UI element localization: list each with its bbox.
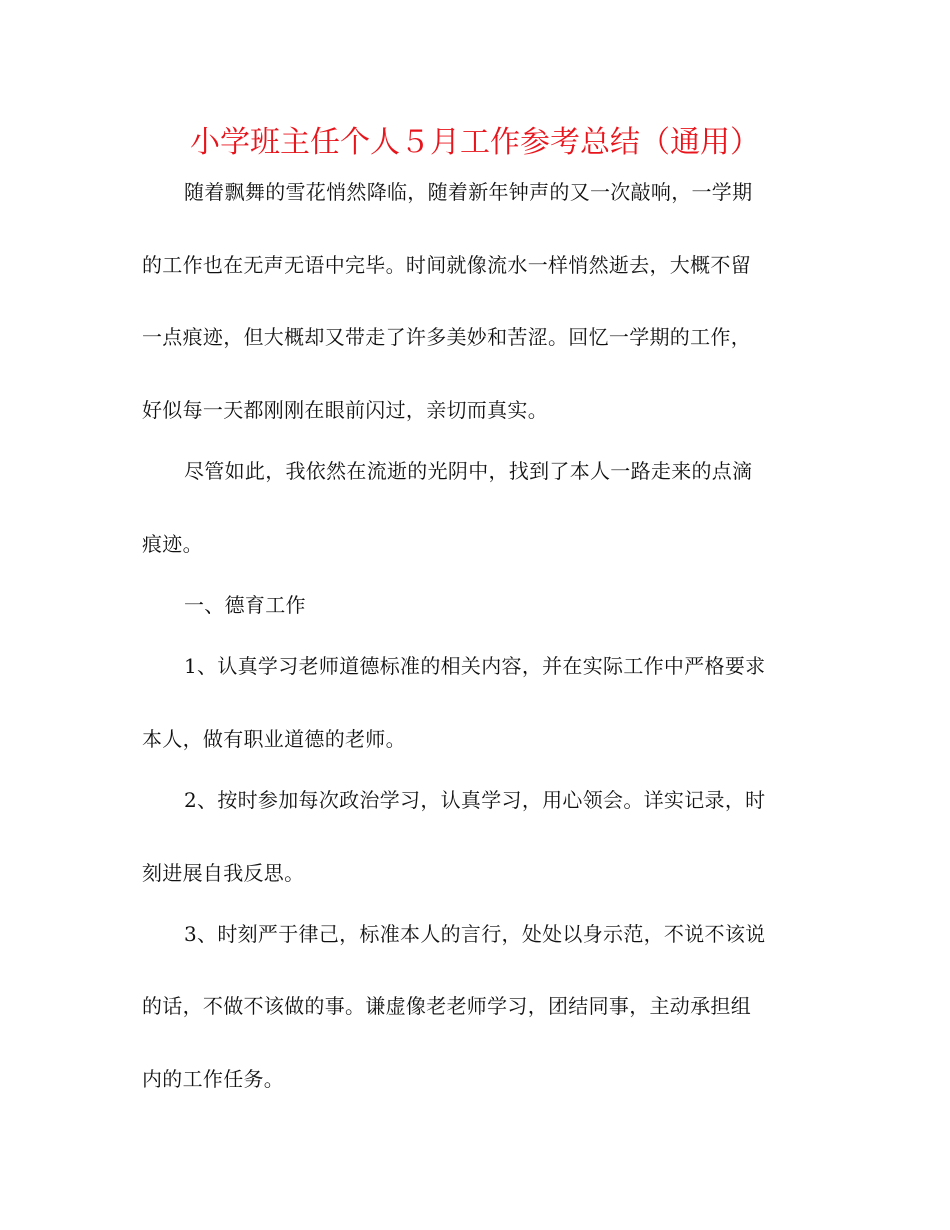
list-item-line: 内的工作任务。 [142, 1067, 285, 1091]
list-item-line: 刻进展自我反思。 [142, 861, 305, 885]
paragraph-line: 随着飘舞的雪花悄然降临，随着新年钟声的又一次敲响，一学期 [184, 180, 753, 204]
list-item-line: 2、按时参加每次政治学习，认真学习，用心领会。详实记录，时 [184, 788, 766, 812]
list-item-line: 的话，不做不该做的事。谦虚像老老师学习，团结同事，主动承担组 [142, 994, 751, 1018]
paragraph-line: 的工作也在无声无语中完毕。时间就像流水一样悄然逝去，大概不留 [142, 253, 751, 277]
list-item-line: 1、认真学习老师道德标准的相关内容，并在实际工作中严格要求 [184, 654, 766, 678]
paragraph-line: 尽管如此，我依然在流逝的光阴中，找到了本人一路走来的点滴 [184, 459, 753, 483]
list-item-line: 3、时刻严于律己，标准本人的言行，处处以身示范，不说不该说 [184, 922, 766, 946]
paragraph-line: 痕迹。 [142, 532, 203, 556]
list-item-line: 本人，做有职业道德的老师。 [142, 727, 406, 751]
document-title: 小学班主任个人５月工作参考总结（通用） [190, 125, 760, 160]
paragraph-line: 好似每一天都刚刚在眼前闪过，亲切而真实。 [142, 398, 548, 422]
paragraph-line: 一点痕迹，但大概却又带走了许多美妙和苦涩。回忆一学期的工作， [142, 325, 751, 349]
section-heading: 一、德育工作 [184, 593, 306, 617]
